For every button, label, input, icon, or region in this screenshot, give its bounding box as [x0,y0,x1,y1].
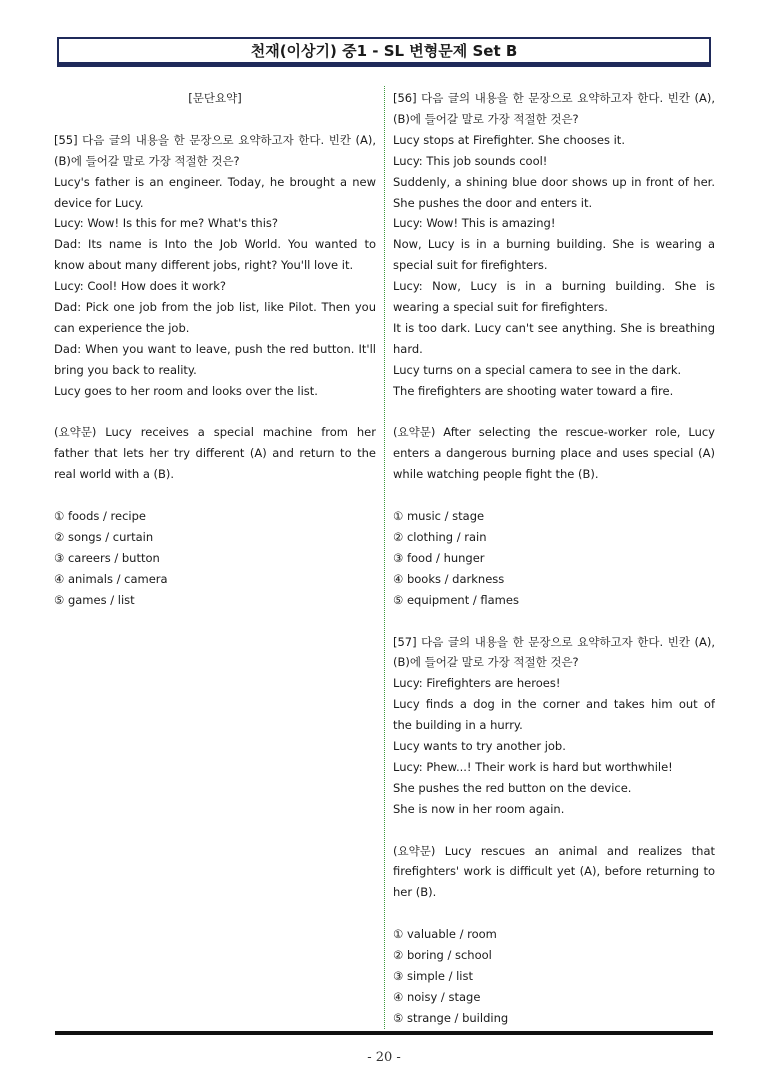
right-column [393,88,715,1029]
answer-option[interactable]: ① foods / recipe [54,509,147,524]
passage-line: Suddenly, a shining blue door shows up in front of her. [393,174,715,189]
summary-line: (요약문) Lucy rescues an animal and realizes that [393,843,715,858]
answer-option[interactable]: ③ food / hunger [393,550,485,565]
answer-option[interactable]: ① valuable / room [393,927,497,942]
passage-line: the building in a hurry. [393,718,523,733]
passage-line: Lucy stops at Firefighter. She chooses it. [393,132,625,147]
question-56 [393,88,715,611]
answer-option[interactable]: ② clothing / rain [393,530,487,544]
passage-line: Dad: Pick one job from the job list, like Pilot. Then you [54,300,376,315]
passage-line: She is now in her room again. [393,801,565,816]
summary-line: her (B). [393,885,437,900]
page-number: - 20 - [367,1050,401,1065]
question-prompt: (B)에 들어갈 말로 가장 적절한 것은? [393,111,579,126]
summary-line: enters a dangerous burning place and uses special (A) [393,446,715,461]
passage-line: device for Lucy. [54,195,144,210]
left-column [54,88,376,611]
passage-line: She pushes the red button on the device. [393,780,632,795]
passage-line: Lucy finds a dog in the corner and takes him out of [393,697,715,712]
page-title [57,37,711,64]
answer-option[interactable]: ① music / stage [393,509,485,524]
passage-line: Lucy: This job sounds cool! [393,153,548,168]
passage-line: know about many different jobs, right? You'll love it. [54,258,354,273]
passage-line: hard. [393,341,423,356]
passage-line: can experience the job. [54,320,190,335]
question-prompt: [57] 다음 글의 내용을 한 문장으로 요약하고자 한다. 빈칸 (A), [393,634,715,649]
answer-option[interactable]: ③ careers / button [54,550,160,565]
summary-line: firefighters' work is difficult yet (A), before returning to [393,864,715,879]
summary-line: (요약문) Lucy receives a special machine from her [54,425,376,440]
passage-line: She pushes the door and enters it. [393,195,593,210]
passage-line: wearing a special suit for firefighters. [393,300,608,315]
passage-line: Now, Lucy is in a burning building. She is wearing a [393,237,715,252]
column-divider [384,86,385,1029]
section-label: [문단요약] [188,91,242,105]
answer-option[interactable]: ② songs / curtain [54,529,154,544]
passage-line: Lucy wants to try another job. [393,739,566,754]
answer-option[interactable]: ⑤ equipment / flames [393,592,519,607]
question-57 [393,632,715,1029]
passage-line: The firefighters are shooting water toward a fire. [393,383,674,398]
answer-option[interactable]: ④ noisy / stage [393,989,481,1004]
question-55 [54,130,376,611]
question-prompt: [55] 다음 글의 내용을 한 문장으로 요약하고자 한다. 빈칸 (A), [54,132,376,147]
passage-line: Lucy: Cool! How does it work? [54,279,226,294]
answer-option[interactable]: ⑤ strange / building [393,1010,509,1025]
passage-line: special suit for firefighters. [393,258,548,273]
summary-line: (요약문) After selecting the rescue-worker role, Lucy [393,425,715,440]
passage-line: bring you back to reality. [54,362,197,377]
answer-option[interactable]: ⑤ games / list [54,592,135,607]
bottom-rule [55,1031,713,1035]
summary-line: while watching people fight the (B). [393,467,599,482]
passage-line: Lucy: Wow! Is this for me? What's this? [54,216,279,231]
passage-line: Lucy's father is an engineer. Today, he brought a new [54,174,376,189]
question-prompt: [56] 다음 글의 내용을 한 문장으로 요약하고자 한다. 빈칸 (A), [393,91,715,105]
passage-line: Lucy: Now, Lucy is in a burning building. She is [393,279,715,294]
passage-line: Lucy goes to her room and looks over the list. [54,383,318,398]
question-prompt: (B)에 들어갈 말로 가장 적절한 것은? [54,153,240,168]
passage-line: Lucy turns on a special camera to see in the dark. [393,362,682,377]
answer-option[interactable]: ④ books / darkness [393,571,505,586]
summary-line: father that lets her try different (A) and return to the [54,446,376,461]
passage-line: Lucy: Phew...! Their work is hard but worthwhile! [393,759,673,774]
answer-option[interactable]: ② boring / school [393,948,492,963]
passage-line: Dad: Its name is Into the Job World. You wanted to [54,237,376,252]
passage-line: Dad: When you want to leave, push the red button. It'll [54,341,376,356]
answer-option[interactable]: ④ animals / camera [54,571,168,586]
question-prompt: (B)에 들어갈 말로 가장 적절한 것은? [393,655,579,670]
summary-line: real world with a (B). [54,467,175,482]
passage-line: Lucy: Firefighters are heroes! [393,676,561,691]
passage-line: It is too dark. Lucy can't see anything. She is breathing [393,320,715,335]
answer-option[interactable]: ③ simple / list [393,968,474,983]
passage-line: Lucy: Wow! This is amazing! [393,216,556,231]
page-title-text: 천재(이상기) 중1 - SL 변형문제 Set B [250,42,518,60]
